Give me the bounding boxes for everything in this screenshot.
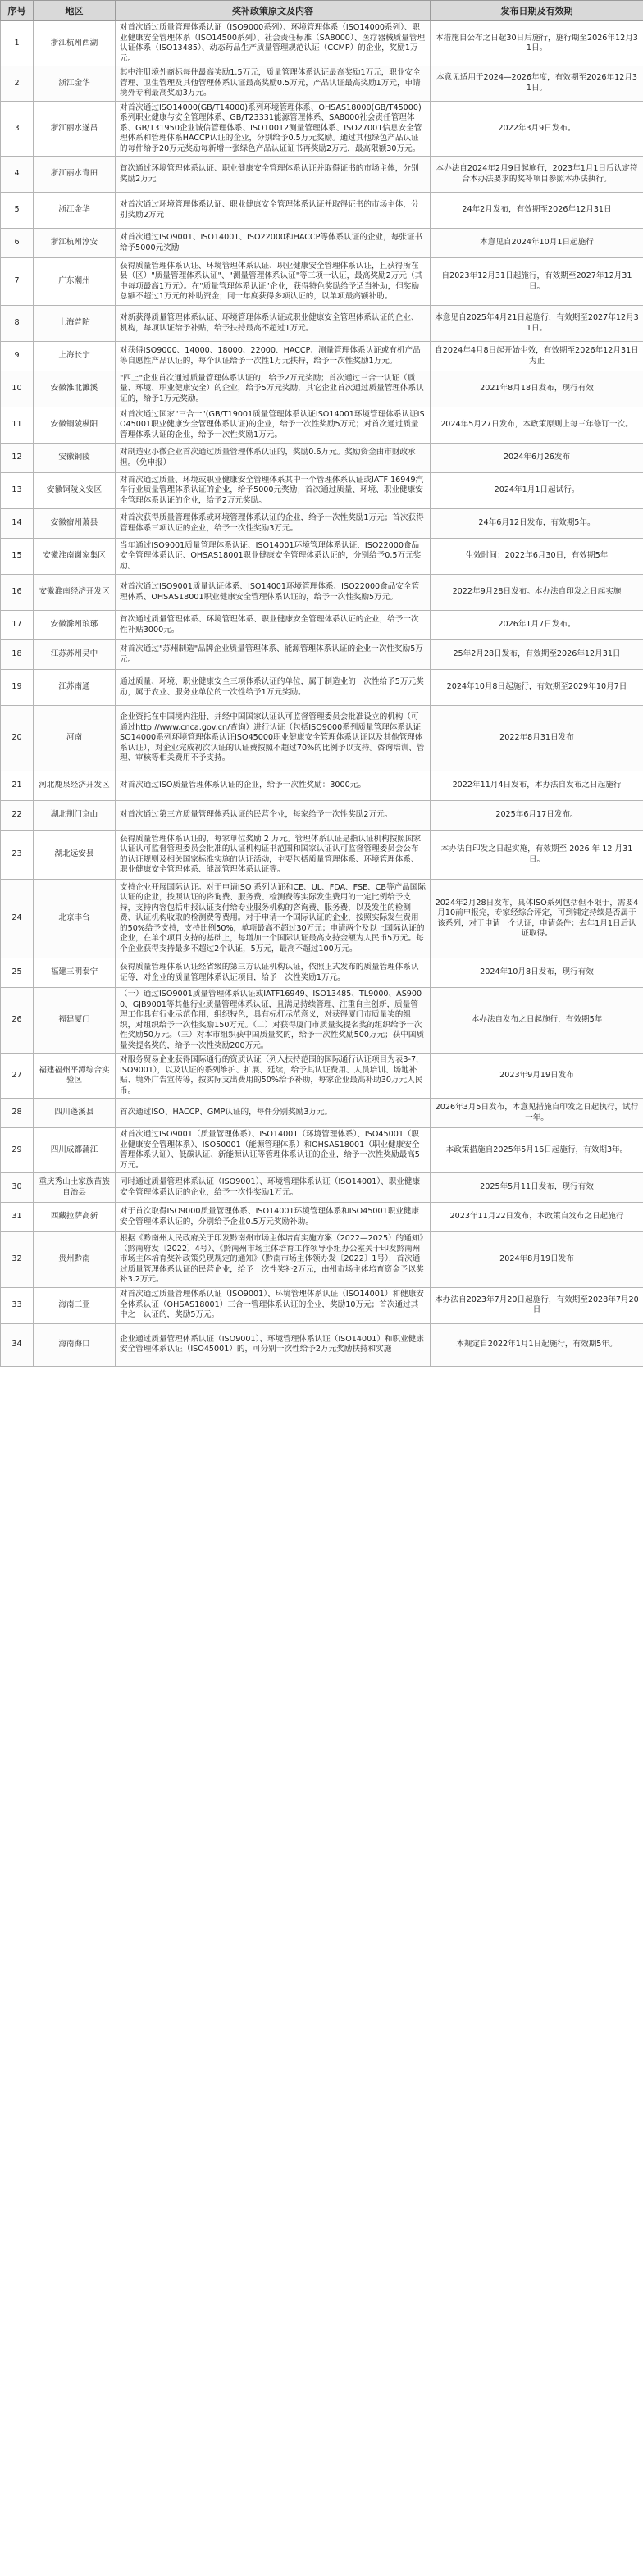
table-row: [1, 575, 643, 611]
row-date: 本办法自印发之日起实施，有效期至 2026 年 12 月31日。: [431, 831, 643, 880]
row-date: 2022年9月28日发布。本办法自印发之日起实施: [431, 575, 643, 611]
row-number: 30: [1, 1173, 34, 1203]
row-area: 四川成都蒲江: [34, 1128, 116, 1173]
row-number: 3: [1, 101, 34, 157]
row-content: 首次通过环境管理体系认证、职业健康安全管理体系认证并取得证书的市场主体，分别奖励2万元: [116, 157, 431, 193]
row-number: 31: [1, 1203, 34, 1232]
table-row: [1, 1232, 643, 1288]
row-content: 对获得ISO9000、14000、18000、22000、HACCP、测量管理体系认证或有机产品等自愿性产品认证的，每个认证给予一次性1万元扶持，给予一次性奖励1万元。: [116, 342, 431, 371]
row-area: 安徽滁州琅琊: [34, 611, 116, 640]
row-date: 2023年9月19日发布: [431, 1054, 643, 1099]
table-row: [1, 371, 643, 407]
row-date: 本政策措施自2025年5月16日起施行，有效期3年。: [431, 1128, 643, 1173]
row-date: 本办法自2024年2月9日起施行，2023年1月1日后认定符合本办法要求的奖补项目参照本办法执行。: [431, 157, 643, 193]
row-area: 海南三亚: [34, 1287, 116, 1323]
table-row: [1, 157, 643, 193]
header-no: 序号: [1, 1, 34, 21]
row-area: 河北鹿泉经济开发区: [34, 771, 116, 801]
row-content: 对首次通过ISO9001、ISO14001、ISO22000和HACCP等体系认证的企业，每张证书给予5000元奖励: [116, 229, 431, 258]
row-area: 安徽铜陵枞阳: [34, 407, 116, 444]
row-number: 23: [1, 831, 34, 880]
row-date: 本办法自发布之日起施行，有效期5年: [431, 988, 643, 1054]
header-date: 发布日期及有效期: [431, 1, 643, 21]
row-number: 6: [1, 229, 34, 258]
row-area: 广东潮州: [34, 258, 116, 306]
table-row: [1, 1128, 643, 1173]
row-area: 安徽铜陵: [34, 444, 116, 473]
table-row: [1, 640, 643, 670]
row-content: 当年通过ISO9001质量管理体系认证、ISO14001环境管理体系认证、ISO22000食品安全管理体系认证、OHSAS18001职业健康安全管理体系认证的，分别给予0.5万元奖励。: [116, 539, 431, 575]
table-row: [1, 539, 643, 575]
row-content: 同时通过质量管理体系认证（ISO9001）、环境管理体系认证（ISO14001）、职业健康安全管理体系认证的企业，给予一次性奖励1万元。: [116, 1173, 431, 1203]
row-content: 其中注册境外商标每件最高奖励1.5万元，质量管理体系认证最高奖励1万元，职业安全管理、卫生管理及其他管理体系认证最高奖励0.5万元，产品认证最高奖励1万元，申请境外专利最高奖励3万元。: [116, 66, 431, 102]
row-content: 首次通过ISO、HACCP、GMP认证的，每件分别奖励3万元。: [116, 1099, 431, 1128]
row-area: 安徽铜陵义安区: [34, 473, 116, 509]
row-content: 对首次通过"苏州制造"品牌企业质量管理体系、能源管理体系认证的企业一次性奖励5万元。: [116, 640, 431, 670]
row-number: 2: [1, 66, 34, 102]
header-content: 奖补政策原文及内容: [116, 1, 431, 21]
row-content: 对首次通过ISO9001质量认证体系、ISO14001环境管理体系、ISO22000食品安全管理体系、OHSAS18001职业健康安全管理体系认证的，给予一次性奖励5万元。: [116, 575, 431, 611]
row-area: 安徽宿州萧县: [34, 509, 116, 539]
row-content: 对首次获得质量管理体系或环境管理体系认证的企业，给予一次性奖励1万元；首次获得管理体系三项认证的企业，给予一次性奖励3万元。: [116, 509, 431, 539]
row-area: 江苏南通: [34, 670, 116, 706]
row-content: 对首次通过质量管理体系认证（ISO9000系列）、环境管理体系（ISO14000系列）、职业健康安全管理体系（ISO14500系列）、社会责任标准（SA8000）、医疗器械质量管理认证体系（ISO13485）、动态药品生产质量管理规范认证（CCMP）的企业，奖励1万元。: [116, 21, 431, 66]
row-area: 浙江金华: [34, 66, 116, 102]
table-row: [1, 670, 643, 706]
row-content: 对服务贸易企业获得国际通行的资质认证（列入扶持范围的国际通行认证项目为表3-7，ISO9001），以及认证的系列维护、扩展、延续，给予其认证费用、人员培训、场地补贴、境外广告宣传等，按实际支出费用的50%给予补助，每家企业最高补助30万元人民币。: [116, 1054, 431, 1099]
table-row: [1, 306, 643, 342]
table-row: [1, 1099, 643, 1128]
row-date: 2024年1月1日起试行。: [431, 473, 643, 509]
row-content: 获得质量管理体系认证、环境管理体系认证、职业健康安全管理体系认证，且获得所在县（区）"质量管理体系认证"、"测量管理体系认证"等三项一认证，最高奖励2万元（其中每项最高1万元）。在"质量管理体系认证"企业，获得特色奖励给予适当补助，但奖励总额不超过1万元的补助资金；同一年度获得多项认证的，以单项最高额补助。: [116, 258, 431, 306]
row-area: 四川蓬溪县: [34, 1099, 116, 1128]
row-area: 湖北荆门京山: [34, 801, 116, 831]
table-row: [1, 1054, 643, 1099]
row-content: 对首次通过国家"三合一"(GB/T19001质量管理体系认证ISO14001环境管理体系认证ISO45001职业健康安全管理体系认证)的企业，给予一次性奖励5万元；对首次通过质量管理体系认证的企业，给予一次性奖励1万元。: [116, 407, 431, 444]
row-number: 13: [1, 473, 34, 509]
row-date: 本意见自2025年4月21日起施行，有效期至2027年12月31日。: [431, 306, 643, 342]
row-number: 22: [1, 801, 34, 831]
row-content: 企业通过质量管理体系认证（ISO9001）、环境管理体系认证（ISO14001）和职业健康安全管理体系认证（ISO45001）的，可分别一次性给予2万元奖励扶持和实施: [116, 1323, 431, 1366]
row-content: 支持企业开展国际认证。对于申请ISO 系列认证和CE、UL、FDA、FSE、CB等产品国际认证的企业，按照认证的咨询费、服务费、检测费等实际发生费用的一定比例给予支持，支持内容包括申报认证支付给专业服务机构的咨询费、服务费，以及发生的检测费、认证机构收取的检测费等费用。对于申请一个国际认证的企业，按照实际发生费用的50%给予支持，支持比例50%，单项最高不超过30万元；申请两个及以上国际认证的企业，在单个项目支持的基础上，每增加一个国际认证最高支持金额为人民币5万元。每个企业获得支持最多不超过2个认证，5万元，最高不超过100万元。: [116, 880, 431, 958]
table-row: [1, 21, 643, 66]
table-row: [1, 342, 643, 371]
row-content: 对首次通过环境管理体系认证、职业健康安全管理体系认证并取得证书的市场主体，分别奖励2万元: [116, 193, 431, 229]
row-area: 河南: [34, 706, 116, 771]
table-row: [1, 1203, 643, 1232]
table-body: [1, 21, 643, 1367]
row-date: 自2024年4月8日起开始生效，有效期至2026年12月31日为止: [431, 342, 643, 371]
row-number: 17: [1, 611, 34, 640]
row-number: 34: [1, 1323, 34, 1366]
row-area: 浙江杭州淳安: [34, 229, 116, 258]
table-row: [1, 509, 643, 539]
table-row: [1, 988, 643, 1054]
row-number: 19: [1, 670, 34, 706]
row-area: 安徽淮南经济开发区: [34, 575, 116, 611]
table-row: [1, 1323, 643, 1366]
row-content: 企业资托在中国境内注册、并经中国国家认证认可监督管理委员会批准设立的机构（可通过http://www.cnca.gov.cn/查询）进行认证（包括ISO9000系列质量管理体系认证ISO14000系列环境管理体系认证ISO45000职业健康安全管理体系认证以及其他管理体系认证），对企业完成初次认证的认证费按照不超过70%的比例予以支持。咨询培训、管理、审核等相关费用不予支持。: [116, 706, 431, 771]
table-row: [1, 1173, 643, 1203]
table-row: [1, 831, 643, 880]
row-number: 18: [1, 640, 34, 670]
row-date: 24年6月12日发布，有效期5年。: [431, 509, 643, 539]
row-date: 本规定自2022年1月1日起施行，有效期5年。: [431, 1323, 643, 1366]
row-number: 10: [1, 371, 34, 407]
row-area: 重庆秀山土家族苗族自治县: [34, 1173, 116, 1203]
row-number: 8: [1, 306, 34, 342]
row-number: 28: [1, 1099, 34, 1128]
row-number: 32: [1, 1232, 34, 1288]
row-content: 对首次通过质量、环境或职业健康安全管理体系其中一个管理体系认证或IATF 16949汽车行业质量管理体系认证的企业，给予5000元奖励；首次通过质量、环境、职业健康安全管理体系认证的企业，给予2万元奖励。: [116, 473, 431, 509]
row-date: 24年2月发布，有效期至2026年12月31日: [431, 193, 643, 229]
table-row: [1, 611, 643, 640]
row-content: 获得质量管理体系认证经省级的第三方认证机构认证，依照正式发布的质量管理体系认证等，对企业的质量管理体系认证项目，给予一次性奖励1万元。: [116, 958, 431, 988]
row-content: "四上"企业首次通过质量管理体系认证的，给予2万元奖励；首次通过三合一认证（质量、环境、职业健康安全）的企业，给予5万元奖励，其它企业首次通过质量管理体系认证的，给予1万元奖励。: [116, 371, 431, 407]
table-row: [1, 473, 643, 509]
row-number: 20: [1, 706, 34, 771]
row-content: 根据《黔南州人民政府关于印发黔南州市场主体培育实施方案（2022—2025）的通知》（黔南府发〔2022〕4号）、《黔南州市场主体培育工作领导小组办公室关于印发黔南州市场主体培育奖补政策兑现规定的通知》（黔南市场主体领办发〔2022〕1号），首次通过质量管理体系认证的民营企业，给予一次性奖补2万元，由州市场主体培育资金予以奖补3.2万元。: [116, 1232, 431, 1288]
row-date: 25年2月28日发布，有效期至2026年12月31日: [431, 640, 643, 670]
row-area: 福建三明泰宁: [34, 958, 116, 988]
row-number: 11: [1, 407, 34, 444]
row-date: 本意见适用于2024—2026年度，有效期至2026年12月31日。: [431, 66, 643, 102]
row-date: 2025年5月11日发布，现行有效: [431, 1173, 643, 1203]
row-content: 对制造业小微企业首次通过质量管理体系认证的，奖励0.6万元。奖励资金由市财政承担。（免申报）: [116, 444, 431, 473]
row-date: 本意见自2024年10月1日起施行: [431, 229, 643, 258]
row-date: 2023年11月22日发布，本政策自发布之日起施行: [431, 1203, 643, 1232]
row-date: 生效时间：2022年6月30日，有效期5年: [431, 539, 643, 575]
table-row: [1, 771, 643, 801]
row-number: 33: [1, 1287, 34, 1323]
row-content: 对首次通过ISO14000(GB/T14000)系列环境管理体系、OHSAS18000(GB/T45000)系列职业健康与安全管理体系、GB/T23331能源管理体系、SA8000社会责任管理体系、GB/T31950企业诚信管理体系、ISO10012测量管理体系、ISO27001信息安全管理体系和管理体系HACCP认证的企业，分别给予0.5万元奖励。通过其他绿色产品认证的每件给予20万元奖励每新增一张绿色产品认证证书再奖励2万元，最高限额30万元。: [116, 101, 431, 157]
row-area: 北京丰台: [34, 880, 116, 958]
row-number: 15: [1, 539, 34, 575]
header-area: 地区: [34, 1, 116, 21]
row-date: 2024年10月8日起施行，有效期至2029年10月7日: [431, 670, 643, 706]
row-content: 首次通过质量管理体系、环境管理体系、职业健康安全管理体系认证的企业，给予一次性补贴3000元。: [116, 611, 431, 640]
table-header-row: [1, 1, 643, 21]
row-area: 福建厦门: [34, 988, 116, 1054]
row-date: 2022年11月4日发布，本办法自发布之日起施行: [431, 771, 643, 801]
row-number: 27: [1, 1054, 34, 1099]
row-area: 安徽淮北濉溪: [34, 371, 116, 407]
row-number: 1: [1, 21, 34, 66]
table-row: [1, 229, 643, 258]
row-date: 2024年6月26发布: [431, 444, 643, 473]
row-area: 湖北远安县: [34, 831, 116, 880]
row-number: 26: [1, 988, 34, 1054]
row-date: 本办法自2023年7月20日起施行，有效期至2028年7月20日: [431, 1287, 643, 1323]
row-number: 29: [1, 1128, 34, 1173]
table-row: [1, 706, 643, 771]
row-date: 2022年3月9日发布。: [431, 101, 643, 157]
table-row: [1, 1287, 643, 1323]
row-content: 对首次通过ISO9001（质量管理体系）、ISO14001（环境管理体系）、ISO45001（职业健康安全管理体系）、ISO50001（能源管理体系）和OHSAS18001（职业健康安全管理体系认证）、低碳认证、新能源认证等管理体系认证的企业，给予一次性奖励最高5万元。: [116, 1128, 431, 1173]
row-area: 浙江杭州西湖: [34, 21, 116, 66]
row-date: 2026年3月5日发布，本意见措施自印发之日起执行，试行一年。: [431, 1099, 643, 1128]
row-number: 16: [1, 575, 34, 611]
table-row: [1, 193, 643, 229]
row-number: 12: [1, 444, 34, 473]
row-date: 2024年2月28日发布，具体ISO系列包括但不限于，需要4月10前申报完，专家经综合评定，可到铺定持续是否属于该系列，对于申请一个认证，申请条件：去年1月1日后认证取得。: [431, 880, 643, 958]
row-content: 对首次通过第三方质量管理体系认证的民营企业，每家给予一次性奖励2万元。: [116, 801, 431, 831]
table-row: [1, 258, 643, 306]
row-date: 2021年8月18日发布，现行有效: [431, 371, 643, 407]
row-area: 上海普陀: [34, 306, 116, 342]
row-date: 2024年8月19日发布: [431, 1232, 643, 1288]
row-number: 4: [1, 157, 34, 193]
row-number: 14: [1, 509, 34, 539]
table-row: [1, 958, 643, 988]
row-area: 西藏拉萨高新: [34, 1203, 116, 1232]
row-number: 24: [1, 880, 34, 958]
row-content: 对首次通过ISO质量管理体系认证的企业，给予一次性奖励：3000元。: [116, 771, 431, 801]
row-date: 本措施自公布之日起30日后施行，施行期至2026年12月31日。: [431, 21, 643, 66]
row-date: 2022年8月31日发布: [431, 706, 643, 771]
row-number: 5: [1, 193, 34, 229]
row-content: 对于首次取得ISO9000质量管理体系、ISO14001环境管理体系和ISO45001职业健康安全管理体系认证的，分别给予企业0.5万元奖励补助。: [116, 1203, 431, 1232]
table-row: [1, 101, 643, 157]
row-area: 浙江丽水青田: [34, 157, 116, 193]
row-date: 自2023年12月31日起施行，有效期至2027年12月31日。: [431, 258, 643, 306]
row-content: 获得质量管理体系认证的，每家单位奖励 2 万元。管理体系认证是指认证机构按照国家认证认可监督管理委员会批准的认证机构证书范围和国家认证认可监督管理委员会公布的认证规则及相关国家标准实施的认证活动，主要包括质量管理体系、环境管理体系、职业健康安全管理体系、能源管理体系认证等。: [116, 831, 431, 880]
row-date: 2025年6月17日发布。: [431, 801, 643, 831]
table-row: [1, 880, 643, 958]
row-area: 贵州黔南: [34, 1232, 116, 1288]
row-content: 通过质量、环境、职业健康安全三项体系认证的单位，属于制造业的一次性给予5万元奖励，属于农业、服务业单位的一次性给予1万元奖励。: [116, 670, 431, 706]
row-date: 2024年5月27日发布，本政策原则上每三年修订一次。: [431, 407, 643, 444]
row-number: 25: [1, 958, 34, 988]
row-content: （一）通过ISO9001质量管理体系认证或IATF16949、ISO13485、TL9000、AS9000、GJB9001等其他行业质量管理体系认证，且满足持续管理、注重自主创新，质量管理工作具有行业示范作用，组织特色，具有标杆示范意义，对获得厦门市质量奖的组织，对组织给予一次性奖励150万元。（二）对获得厦门市质量奖提名奖的组织给予一次性奖励50万元。（三）对本市组织获中国质量奖的，给予一次性奖励500万元；获中国质量奖提名奖的，给予一次性奖励200万元。: [116, 988, 431, 1054]
row-area: 安徽淮南谢家集区: [34, 539, 116, 575]
row-area: 浙江丽水遂昌: [34, 101, 116, 157]
table-row: [1, 407, 643, 444]
table-row: [1, 444, 643, 473]
row-date: 2026年1月7日发布。: [431, 611, 643, 640]
row-date: 2024年10月8日发布，现行有效: [431, 958, 643, 988]
table-row: [1, 801, 643, 831]
row-area: 福建福州平潭综合实验区: [34, 1054, 116, 1099]
row-content: 对首次通过质量管理体系认证（ISO9001）、环境管理体系认证（ISO14001）和健康安全体系认证（OHSAS18001）三合一管理体系认证的企业，奖励10万元；首次通过其中之一认证的，奖励5万元。: [116, 1287, 431, 1323]
row-area: 上海长宁: [34, 342, 116, 371]
row-area: 海南海口: [34, 1323, 116, 1366]
row-number: 9: [1, 342, 34, 371]
row-area: 江苏苏州吴中: [34, 640, 116, 670]
row-number: 21: [1, 771, 34, 801]
row-number: 7: [1, 258, 34, 306]
row-content: 对新获得质量管理体系认证、环境管理体系认证或职业健康安全管理体系认证的企业、机构，每项认证给予补贴，给予扶持最高不超过1万元。: [116, 306, 431, 342]
row-area: 浙江金华: [34, 193, 116, 229]
table-row: [1, 66, 643, 102]
